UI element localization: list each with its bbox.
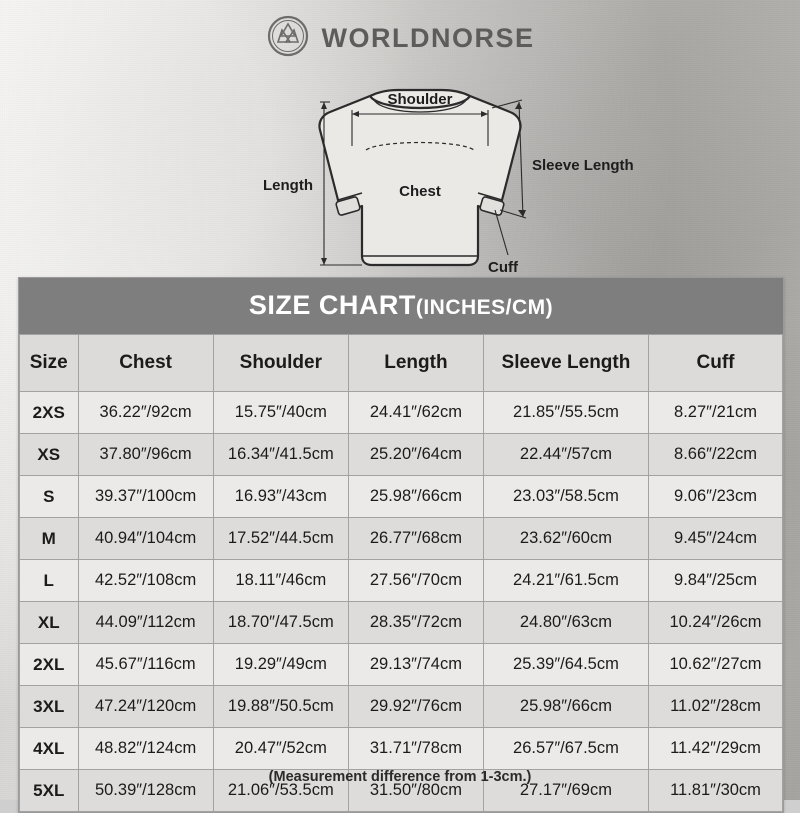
cell-length: 25.98″/66cm: [348, 476, 483, 518]
cell-length: 29.13″/74cm: [348, 644, 483, 686]
brand-header: [0, 14, 800, 63]
cell-length: 31.71″/78cm: [348, 728, 483, 770]
svg-text:Chest: Chest: [399, 183, 441, 200]
cell-sleeve: 25.98″/66cm: [483, 686, 648, 728]
cell-cuff: 9.45″/24cm: [649, 518, 783, 560]
cell-shoulder: 19.88″/50.5cm: [213, 686, 348, 728]
cell-chest: 50.39″/128cm: [78, 770, 213, 812]
size-table: [19, 334, 783, 812]
cell-chest: 44.09″/112cm: [78, 602, 213, 644]
cell-sleeve: 24.21″/61.5cm: [483, 560, 648, 602]
valknut-circle-icon: [266, 14, 310, 63]
cell-sleeve: 21.85″/55.5cm: [483, 392, 648, 434]
cell-chest: 47.24″/120cm: [78, 686, 213, 728]
cell-size: L: [20, 560, 79, 602]
cell-size: M: [20, 518, 79, 560]
cell-size: 2XL: [20, 644, 79, 686]
cell-sleeve: 24.80″/63cm: [483, 602, 648, 644]
column-header-cuff: Cuff: [649, 335, 783, 392]
size-chart-title-main: SIZE CHART: [248, 290, 416, 320]
size-chart-title: [19, 278, 783, 334]
cell-length: 24.41″/62cm: [348, 392, 483, 434]
table-row: [20, 686, 783, 728]
cell-size: XL: [20, 602, 79, 644]
measurement-note: (Measurement difference from 1-3cm.): [268, 769, 532, 785]
cell-shoulder: 17.52″/44.5cm: [213, 518, 348, 560]
table-header-row: [20, 335, 783, 392]
cell-chest: 36.22″/92cm: [78, 392, 213, 434]
cell-cuff: 10.24″/26cm: [649, 602, 783, 644]
cell-shoulder: 15.75″/40cm: [213, 392, 348, 434]
table-row: [20, 476, 783, 518]
cell-size: 5XL: [20, 770, 79, 812]
cell-shoulder: 20.47″/52cm: [213, 728, 348, 770]
cell-chest: 45.67″/116cm: [78, 644, 213, 686]
column-header-length: Length: [348, 335, 483, 392]
svg-text:Sleeve Length: Sleeve Length: [532, 157, 634, 174]
column-header-chest: Chest: [78, 335, 213, 392]
cell-shoulder: 19.29″/49cm: [213, 644, 348, 686]
cell-size: XS: [20, 434, 79, 476]
svg-text:Length: Length: [263, 177, 313, 194]
cell-sleeve: 23.03″/58.5cm: [483, 476, 648, 518]
cell-cuff: 10.62″/27cm: [649, 644, 783, 686]
column-header-size: Size: [20, 335, 79, 392]
cell-length: 28.35″/72cm: [348, 602, 483, 644]
cell-length: 31.50″/80cm: [348, 770, 483, 812]
cell-cuff: 8.27″/21cm: [649, 392, 783, 434]
cell-shoulder: 16.34″/41.5cm: [213, 434, 348, 476]
cell-chest: 40.94″/104cm: [78, 518, 213, 560]
cell-cuff: 8.66″/22cm: [649, 434, 783, 476]
table-row: [20, 392, 783, 434]
cell-length: 29.92″/76cm: [348, 686, 483, 728]
cell-cuff: 11.42″/29cm: [649, 728, 783, 770]
cell-chest: 39.37″/100cm: [78, 476, 213, 518]
cell-length: 27.56″/70cm: [348, 560, 483, 602]
cell-shoulder: 16.93″/43cm: [213, 476, 348, 518]
cell-chest: 48.82″/124cm: [78, 728, 213, 770]
cell-cuff: 11.81″/30cm: [649, 770, 783, 812]
table-row: [20, 602, 783, 644]
cell-chest: 37.80″/96cm: [78, 434, 213, 476]
cell-sleeve: 26.57″/67.5cm: [483, 728, 648, 770]
cell-sleeve: 23.62″/60cm: [483, 518, 648, 560]
column-header-sleeve-length: Sleeve Length: [483, 335, 648, 392]
cell-shoulder: 18.70″/47.5cm: [213, 602, 348, 644]
cell-cuff: 9.84″/25cm: [649, 560, 783, 602]
table-row: [20, 644, 783, 686]
cell-cuff: 11.02″/28cm: [649, 686, 783, 728]
cell-length: 25.20″/64cm: [348, 434, 483, 476]
cell-size: 4XL: [20, 728, 79, 770]
svg-text:Cuff: Cuff: [488, 259, 518, 275]
cell-shoulder: 21.06″/53.5cm: [213, 770, 348, 812]
cell-chest: 42.52″/108cm: [78, 560, 213, 602]
cell-size: 3XL: [20, 686, 79, 728]
cell-sleeve: 25.39″/64.5cm: [483, 644, 648, 686]
table-row: [20, 518, 783, 560]
cell-size: 2XS: [20, 392, 79, 434]
cell-cuff: 9.06″/23cm: [649, 476, 783, 518]
cell-size: S: [20, 476, 79, 518]
brand-name: WORLDNORSE: [321, 23, 535, 53]
cell-sleeve: 27.17″/69cm: [483, 770, 648, 812]
cell-length: 26.77″/68cm: [348, 518, 483, 560]
svg-text:Shoulder: Shoulder: [387, 91, 453, 108]
size-chart-title-unit: (INCHES/CM): [415, 296, 554, 319]
garment-diagram: [0, 60, 800, 275]
cell-sleeve: 22.44″/57cm: [483, 434, 648, 476]
table-row: [20, 560, 783, 602]
table-row: [20, 434, 783, 476]
column-header-shoulder: Shoulder: [213, 335, 348, 392]
size-chart: [18, 277, 784, 813]
cell-shoulder: 18.11″/46cm: [213, 560, 348, 602]
